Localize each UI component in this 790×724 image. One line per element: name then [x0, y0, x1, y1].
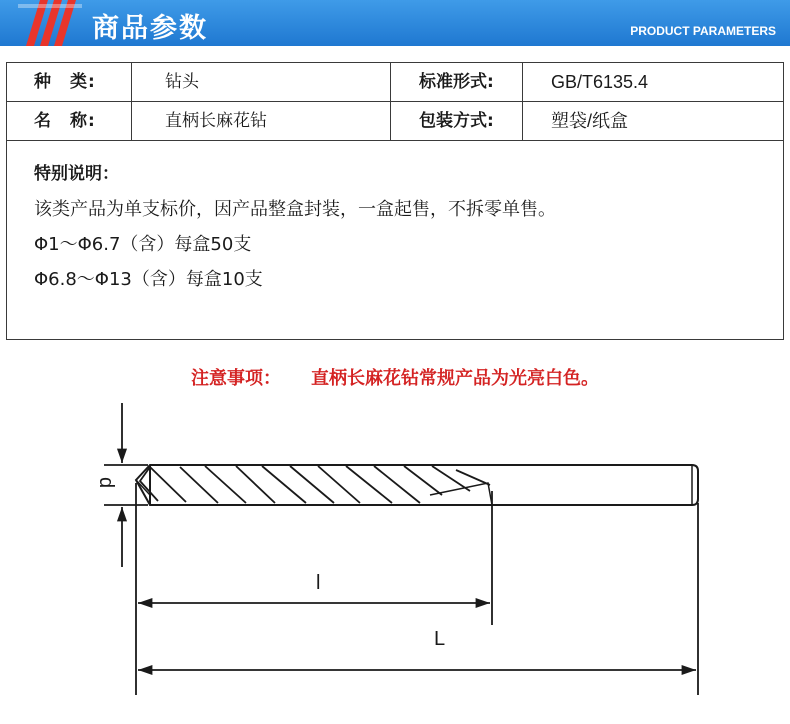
table-row — [7, 102, 783, 141]
param-key: 种 类: — [34, 72, 96, 92]
cell-divider — [522, 63, 523, 101]
cell-divider — [131, 102, 132, 140]
table-row — [7, 63, 783, 102]
cell-divider — [522, 102, 523, 140]
drill-flutes — [150, 466, 490, 503]
parameters-table — [6, 62, 784, 340]
page-subtitle: PRODUCT PARAMETERS — [630, 24, 776, 38]
special-notes — [34, 159, 556, 297]
total-length-label: L — [434, 628, 446, 650]
cell-divider — [390, 102, 391, 140]
notice-text: 直柄长麻花钻常规产品为光亮白色。 — [311, 368, 599, 389]
cell-divider — [131, 63, 132, 101]
notes-line: 该类产品为单支标价，因产品整盒封装，一盒起售，不拆零单售。 — [34, 199, 556, 220]
notice-line — [0, 364, 790, 390]
notice-label: 注意事项： — [191, 368, 281, 389]
cell-divider — [390, 63, 391, 101]
notes-line: Φ6.8～Φ13（含）每盒10支 — [34, 269, 263, 290]
notes-line: Φ1～Φ6.7（含）每盒50支 — [34, 234, 252, 255]
param-value: 直柄长麻花钻 — [165, 111, 267, 131]
param-key: 标准形式: — [419, 72, 494, 92]
diameter-label: d — [95, 477, 117, 489]
page-title: 商品参数 — [92, 13, 208, 44]
flute-length-label: l — [316, 572, 321, 594]
param-value: 钻头 — [165, 72, 199, 92]
param-value: 塑袋/纸盒 — [551, 111, 629, 131]
param-key: 包装方式: — [419, 111, 494, 131]
param-key: 名 称: — [34, 111, 96, 131]
param-value: GB/T6135.4 — [551, 72, 649, 92]
header-banner — [0, 0, 790, 46]
drill-outline — [136, 465, 698, 505]
brand-logo-icon — [18, 0, 82, 46]
drill-diagram — [0, 395, 790, 720]
notes-title: 特别说明： — [34, 164, 119, 184]
